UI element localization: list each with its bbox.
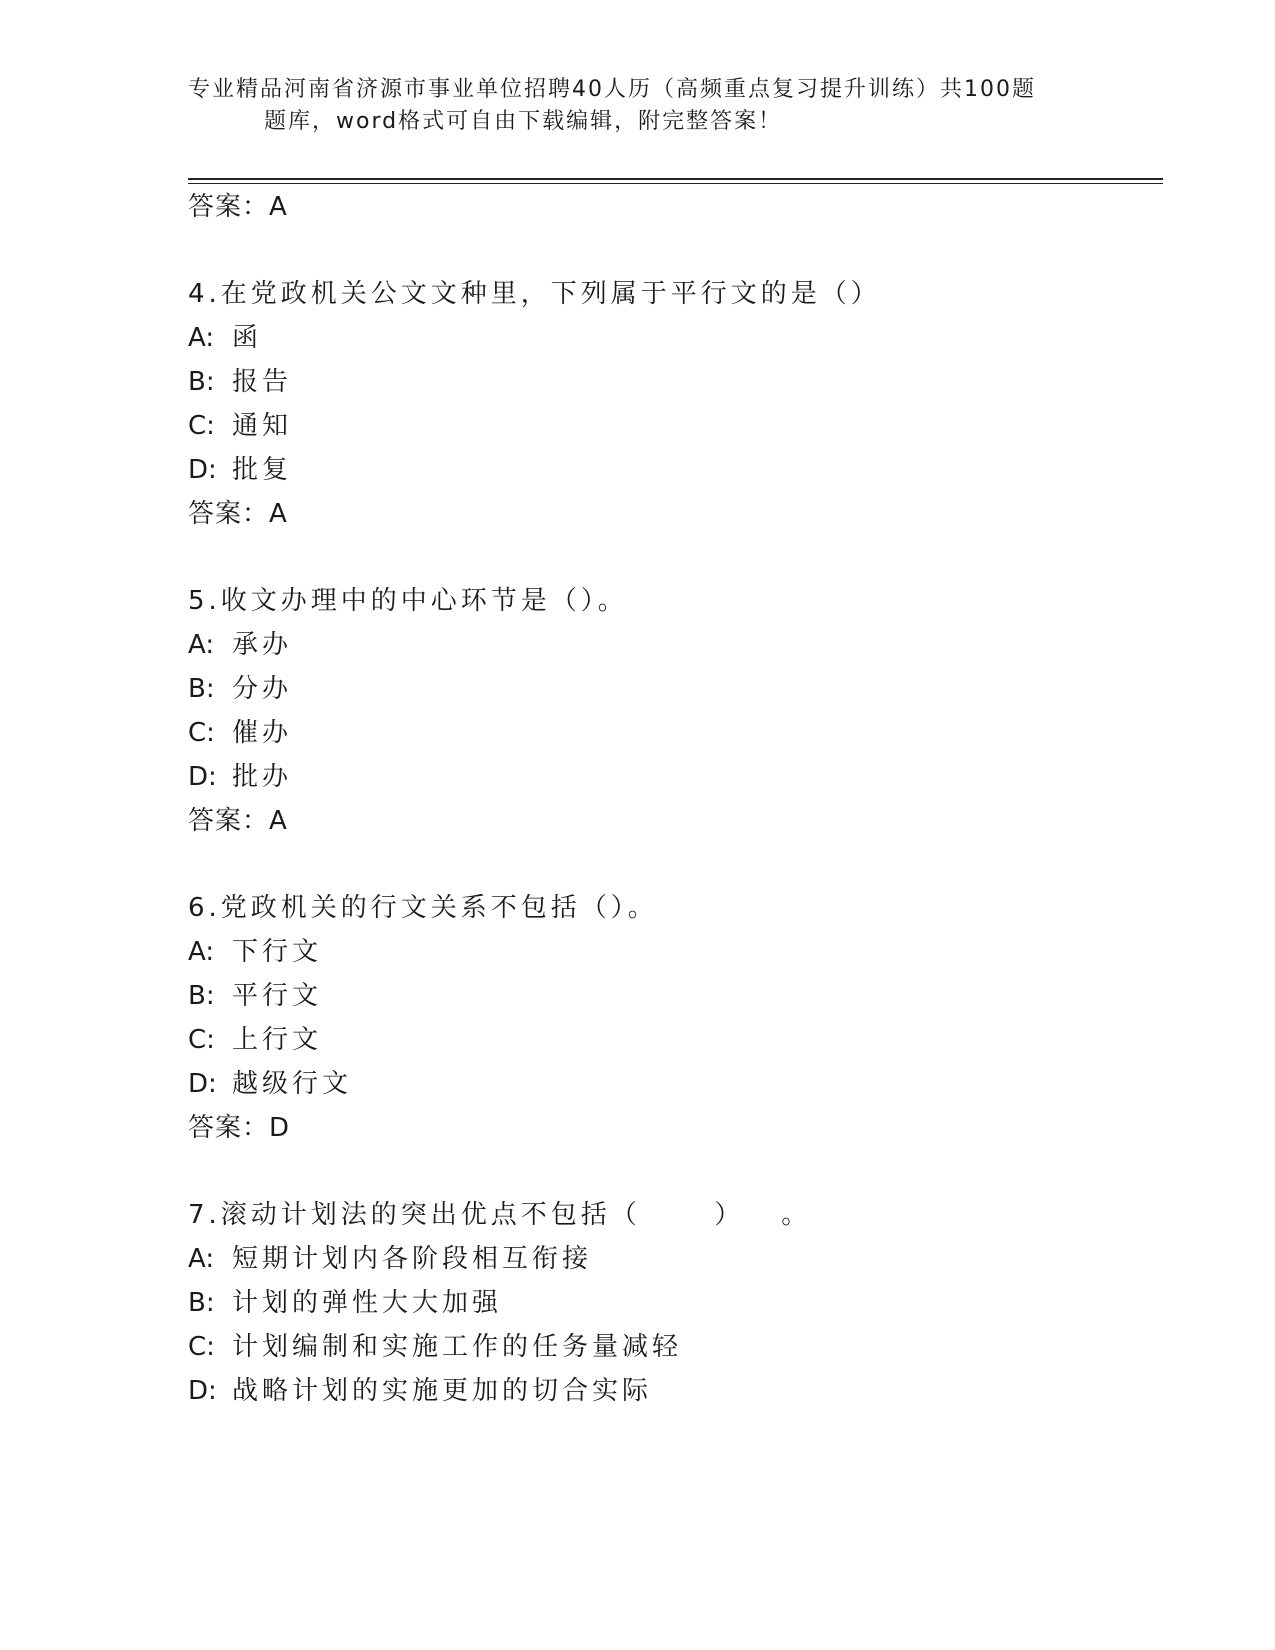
header-title-line-1: 专业精品河南省济源市事业单位招聘40人历（高频重点复习提升训练）共100题 [188,77,1036,102]
question-6-option-c [188,1019,322,1056]
question-4-option-c [188,405,292,442]
option-key: A: [188,1244,215,1274]
option-key: B: [188,674,215,704]
question-6-option-d [188,1063,352,1100]
question-6-answer: 答案：D [188,1113,291,1143]
option-text: 批办 [232,762,293,792]
question-4-stem: 4.在党政机关公文文种里，下列属于平行文的是（） [188,279,881,309]
option-key: A: [188,630,215,660]
option-text: 上行文 [232,1025,323,1055]
option-text: 批复 [232,455,293,485]
option-text: 下行文 [232,937,323,967]
option-text: 催办 [232,718,293,748]
option-text: 短期计划内各阶段相互衔接 [232,1244,593,1274]
option-text: 越级行文 [232,1069,353,1099]
option-key: A: [188,937,215,967]
option-key: B: [188,367,215,397]
option-text: 计划编制和实施工作的任务量减轻 [232,1332,683,1362]
option-text: 报告 [232,367,293,397]
question-7-option-d [188,1370,652,1407]
option-key: C: [188,1332,215,1362]
option-key: B: [188,981,215,1011]
option-key: B: [188,1288,215,1318]
question-5-option-b [188,668,292,705]
answer-previous: 答案：A [188,192,288,222]
question-7-option-a [188,1238,592,1275]
option-key: D: [188,762,217,792]
option-text: 函 [232,323,263,353]
option-text: 分办 [232,674,293,704]
option-key: C: [188,718,215,748]
page-header [188,74,1088,138]
header-title-line-2: 题库，word格式可自由下载编辑，附完整答案！ [264,109,783,134]
header-divider-thick [188,178,1163,180]
question-5-option-a [188,624,292,661]
question-7-option-b [188,1282,502,1319]
question-5-option-c [188,712,292,749]
question-7-stem: 7.滚动计划法的突出优点不包括（ ） 。 [188,1200,812,1230]
option-text: 承办 [232,630,293,660]
option-text: 平行文 [232,981,323,1011]
question-4-answer: 答案：A [188,499,288,529]
question-7-option-c [188,1326,682,1363]
option-key: C: [188,411,215,441]
option-key: D: [188,1376,217,1406]
question-6-option-b [188,975,322,1012]
question-6-option-a [188,931,322,968]
question-4-option-a [188,317,262,354]
question-5-option-d [188,756,292,793]
question-4-option-b [188,361,292,398]
option-text: 战略计划的实施更加的切合实际 [232,1376,653,1406]
option-text: 通知 [232,411,293,441]
option-key: A: [188,323,215,353]
question-6-stem: 6.党政机关的行文关系不包括（）。 [188,893,658,923]
header-divider-thin [188,183,1163,184]
option-key: D: [188,455,217,485]
question-4-option-d [188,449,292,486]
option-key: D: [188,1069,217,1099]
option-text: 计划的弹性大大加强 [232,1288,503,1318]
option-key: C: [188,1025,215,1055]
question-5-stem: 5.收文办理中的中心环节是（）。 [188,586,628,616]
question-5-answer: 答案：A [188,806,288,836]
